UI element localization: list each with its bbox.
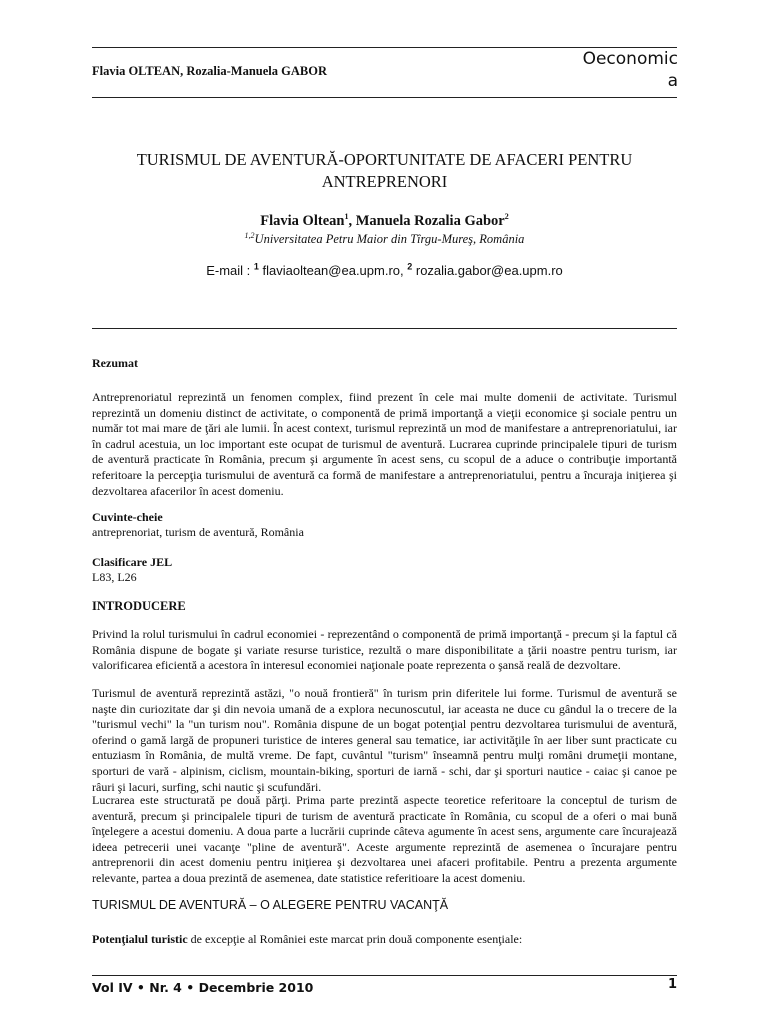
running-header-authors: Flavia OLTEAN, Rozalia-Manuela GABOR bbox=[92, 64, 327, 78]
article-title: TURISMUL DE AVENTURĂ-OPORTUNITATE DE AFACERI PENTRU ANTREPRENORI bbox=[136, 150, 633, 191]
jel-codes: L83, L26 bbox=[92, 570, 137, 584]
author-2-sup: 2 bbox=[504, 212, 509, 222]
keywords-heading: Cuvinte-cheie bbox=[92, 510, 163, 524]
header-bottom-rule bbox=[92, 97, 677, 98]
section-2-lead-bold: Potenţialul turistic bbox=[92, 932, 188, 946]
email-2-sup: 2 bbox=[407, 261, 413, 272]
journal-name bbox=[548, 48, 678, 92]
journal-name-line1: Oeconomic bbox=[582, 49, 678, 69]
author-emails bbox=[92, 263, 677, 278]
author-1-sup: 1 bbox=[344, 212, 349, 222]
author-separator: , bbox=[348, 213, 356, 229]
section-2-lead bbox=[92, 932, 677, 948]
section-2-heading: TURISMUL DE AVENTURĂ – O ALEGERE PENTRU VACANŢĂ bbox=[92, 898, 449, 912]
email-2: rozalia.gabor@ea.upm.ro bbox=[412, 263, 563, 278]
email-label: E-mail : bbox=[206, 263, 254, 278]
keywords-text: antreprenoriat, turism de aventură, România bbox=[92, 525, 304, 539]
section-2-lead-rest: de excepţie al României este marcat prin două componente esenţiale: bbox=[187, 932, 523, 946]
article-authors bbox=[92, 213, 677, 230]
author-1: Flavia Oltean bbox=[260, 213, 345, 229]
introduction-paragraph-2: Turismul de aventură reprezintă astăzi, "o nouă frontieră" în turism prin diferitele lui forme. Turismul de aventură se naşte din curiozitate dar şi din nevoia umană de a explora necunoscutul, iar aceasta ne duce cu gândul la o trecere de la "turismul vechi" la "un turism nou". România dispune de un bogat potenţial pentru dezvoltarea turismului de aventură, oferind o gamă largă de propuneri turistice de interes general sau tematice, iar activităţile în aer liber sunt practicate cu entuziasm în România, de multă vreme. De fapt, cuvântul "turism" înseamnă pentru mulţi români drumeţii montane, sporturi de vară - alpinism, ciclism, mountain-biking, sporturi de iarnă - schi, dar şi sporturi nautice - caiac şi canoe pe râuri şi lacuri, surfing, schi nautic şi scufundări. bbox=[92, 686, 677, 794]
affiliation bbox=[92, 232, 677, 247]
abstract-heading: Rezumat bbox=[92, 356, 138, 370]
introduction-heading: INTRODUCERE bbox=[92, 599, 186, 613]
footer-issue: Vol IV • Nr. 4 • Decembrie 2010 bbox=[92, 980, 314, 995]
affiliation-sup: 1,2 bbox=[244, 230, 255, 240]
abstract-text: Antreprenoriatul reprezintă un fenomen complex, fiind prezent în cele mai multe domenii de activitate. Turismul reprezintă un domeniu distinct de activitate, o componentă de primă importanţă a vieţii economice şi sociale pentru un număr tot mai mare de ţări ale lumii. În acest context, turismul reprezintă un mod de manifestare a antreprenoriatului, iar în cadrul acestuia, un loc important este ocupat de turismul de aventură. Lucrarea cuprinde principalele tipuri de turism de aventură practicate în România, precum şi argumente în acest sens, cu scopul de a aduce o contribuţie importantă referitoare la percepţia turismului de aventură ca formă de manifestare a antreprenoriatului, pentru a încuraja iniţierea şi dezvoltarea afacerilor în acest domeniu. bbox=[92, 390, 677, 498]
journal-name-line2: a bbox=[667, 71, 678, 91]
author-2: Manuela Rozalia Gabor bbox=[355, 213, 505, 229]
title-separator-rule bbox=[92, 328, 677, 329]
footer-rule bbox=[92, 975, 677, 976]
introduction-paragraph-3: Lucrarea este structurată pe două părţi. Prima parte prezintă aspecte teoretice referitoare la conceptul de turism de aventură, precum şi principalele tipuri de turism de aventură practicate în România, cu scopul de a oferi o mai bună înţelegere a acestui domeniu. A doua parte a lucrării cuprinde câteva agumente în acest sens, argumente care încurajează ideea petrecerii unei vacanţe "pline de aventură". Aceste argumente reprezintă de asemenea o încurajare pentru antreprenorii din acest domeniu pentru iniţierea şi dezvoltarea unei afaceri profitabile. Pentru a prezenta argumente relevante, partea a doua prezintă de asemenea, date statistice referitioare la acest domeniu. bbox=[92, 793, 677, 885]
email-1-sup: 1 bbox=[253, 261, 259, 272]
email-1: flaviaoltean@ea.upm.ro, bbox=[258, 263, 408, 278]
jel-heading: Clasificare JEL bbox=[92, 555, 173, 569]
affiliation-text: Universitatea Petru Maior din Tîrgu-Mureş, România bbox=[254, 232, 525, 246]
page-number: 1 bbox=[667, 977, 677, 992]
introduction-paragraph-1: Privind la rolul turismului în cadrul economiei - reprezentând o componentă de primă importanţă - precum şi la faptul că România dispune de bogate şi variate resurse turistice, rezultă o mare disponibilitate a ţării noastre pentru turism, iar valorificarea eficientă a acestora în interesul economiei naţionale poate reprezenta o şansă reală de dezvoltare. bbox=[92, 627, 677, 673]
